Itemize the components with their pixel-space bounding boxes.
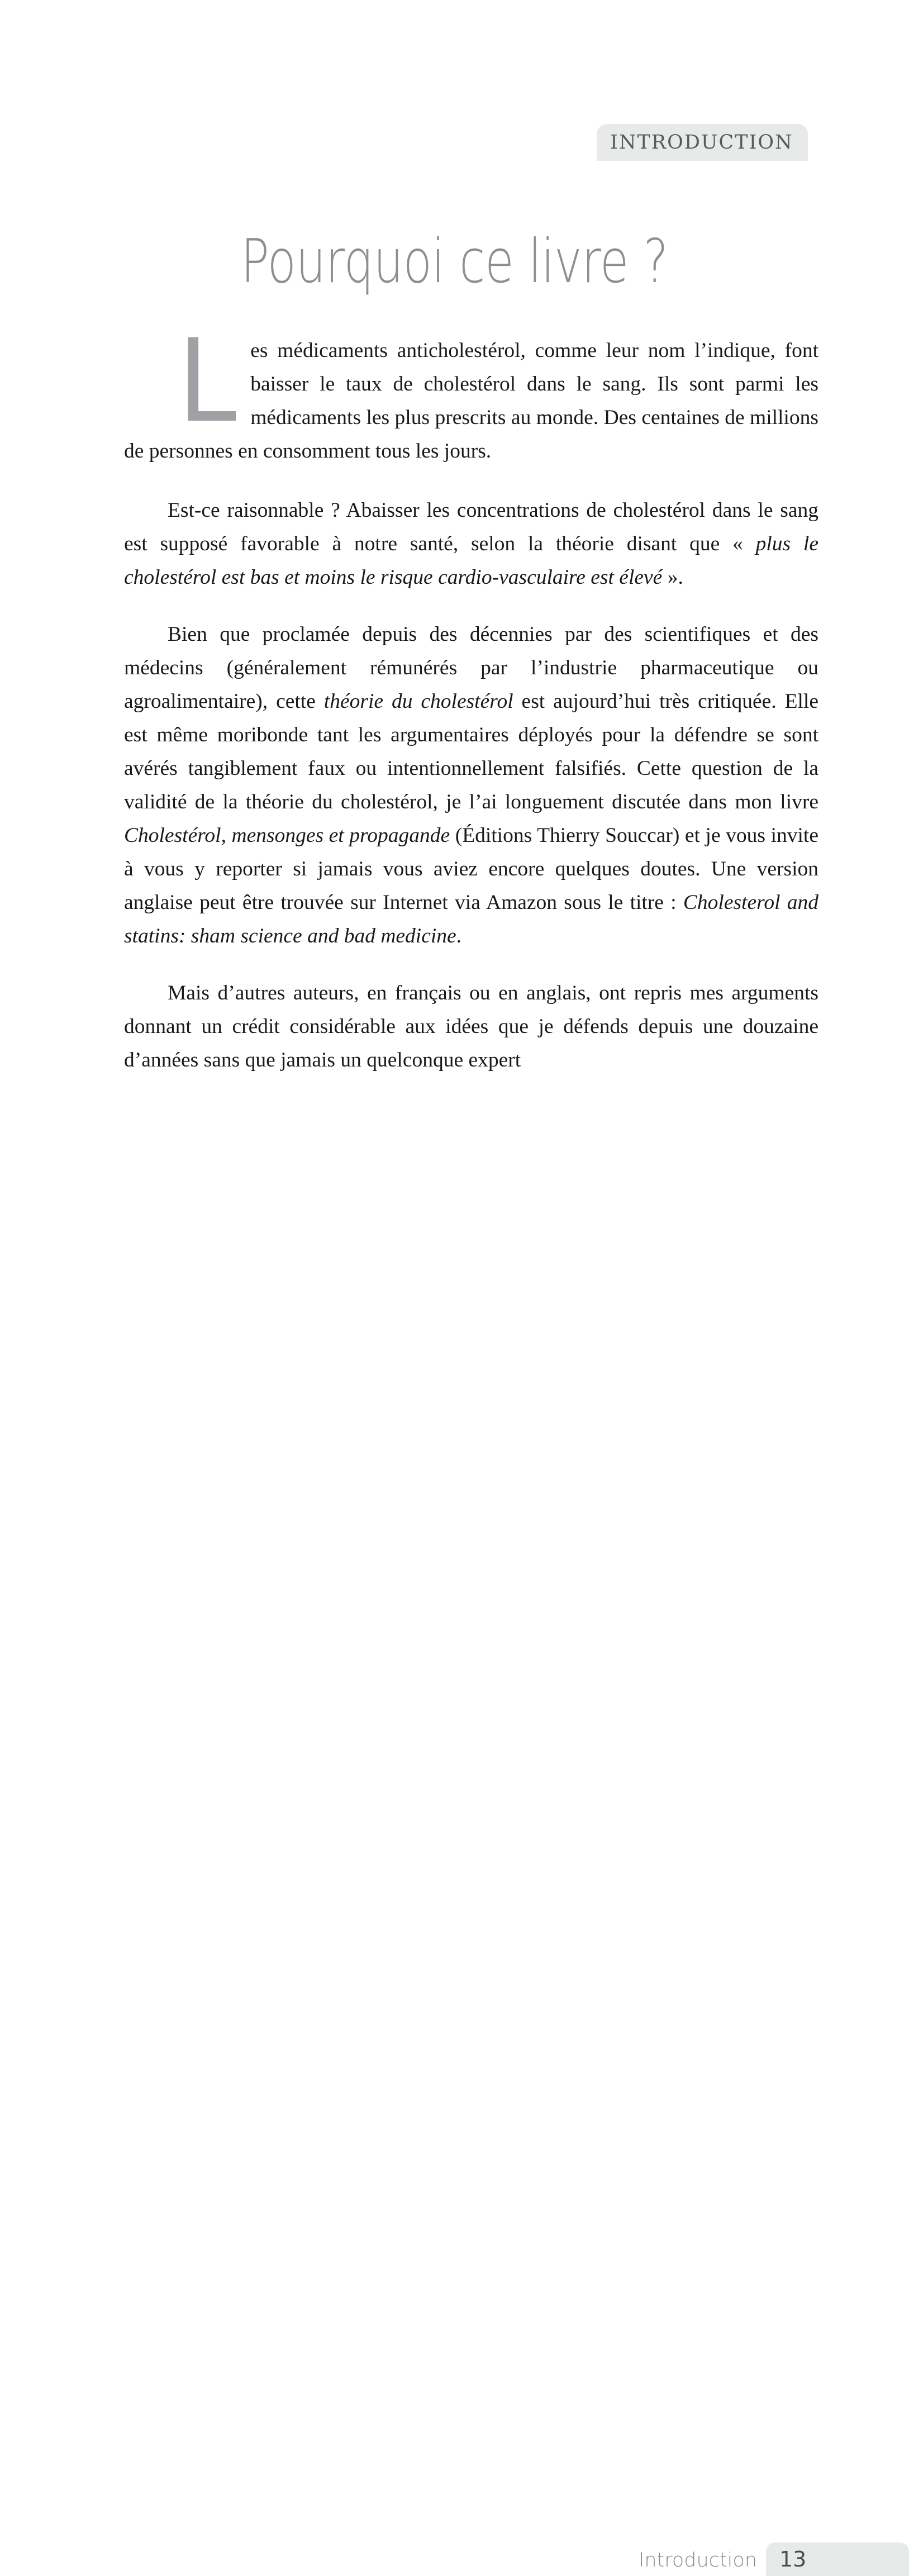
body-text-block: [124, 315, 818, 1077]
paragraph-3-book-title-en-italic: Cholesterol and statins: sham science and bad medicine: [124, 891, 818, 947]
paragraph-4-text: Mais d’autres auteurs, en français ou en anglais, ont repris mes arguments donnant un crédit considérable aux idées que je défends depuis une douzaine d’années sans que jamais un quelconque expert: [124, 982, 818, 1072]
paragraph-1: [124, 315, 818, 468]
paragraph-3-run-5: (Éditions Thierry Souccar) et je vous invite à vous y reporter si jamais vous aviez encore quelques doutes. Une version anglaise peut être trouvée sur Internet via Amazon sous le titre :: [124, 824, 818, 914]
paragraph-3-theory-italic: théorie du cholestérol: [323, 690, 513, 713]
paragraph-3-run-3: est aujourd’hui très critiquée. Elle est même moribonde tant les argumentaires déployés pour la défendre se sont avérés tangiblement faux ou intentionnellement falsifiés. Cette question de la validité de la théorie du cholestérol, je l’ai longuement discutée dans mon livre: [124, 690, 818, 813]
paragraph-3-book-title-fr-italic: Cholestérol, mensonges et propagande: [124, 824, 450, 847]
paragraph-1-text: es médicaments anticholestérol, comme leur nom l’indique, font baisser le taux de cholestérol dans le sang. Ils sont parmi les médicaments les plus prescrits au monde. Des centaines de millions de personnes en consomment tous les jours.: [124, 339, 818, 463]
paragraph-2-quote-italic: plus le cholestérol est bas et moins le risque cardio-vasculaire est élevé: [124, 532, 818, 589]
paragraph-2: [124, 494, 818, 594]
paragraph-4: [124, 977, 818, 1077]
page-number-badge: [766, 2542, 909, 2576]
chapter-tag-label: INTRODUCTION: [610, 131, 793, 154]
page-title: Pourquoi ce livre ?: [241, 227, 668, 297]
page-footer: [0, 1260, 909, 2572]
paragraph-2-run-3: ».: [662, 566, 683, 589]
paragraph-3-run-7: .: [456, 925, 462, 947]
paragraph-2-run-1: Est-ce raisonnable ? Abaisser les concentrations de cholestérol dans le sang est supposé favorable à notre santé, selon la théorie disant que «: [124, 499, 818, 555]
drop-cap-letter: L: [178, 315, 237, 448]
paragraph-3-run-1: Bien que proclamée depuis des décennies par des scientifiques et des médecins (généralement rémunérés par l’industrie pharmaceutique ou agroalimentaire), cette: [124, 623, 818, 713]
page-number: 13: [779, 2547, 807, 2572]
chapter-tag-badge: [597, 124, 808, 161]
paragraph-3: [124, 618, 818, 953]
footer-chapter-label: Introduction: [639, 2549, 757, 2572]
